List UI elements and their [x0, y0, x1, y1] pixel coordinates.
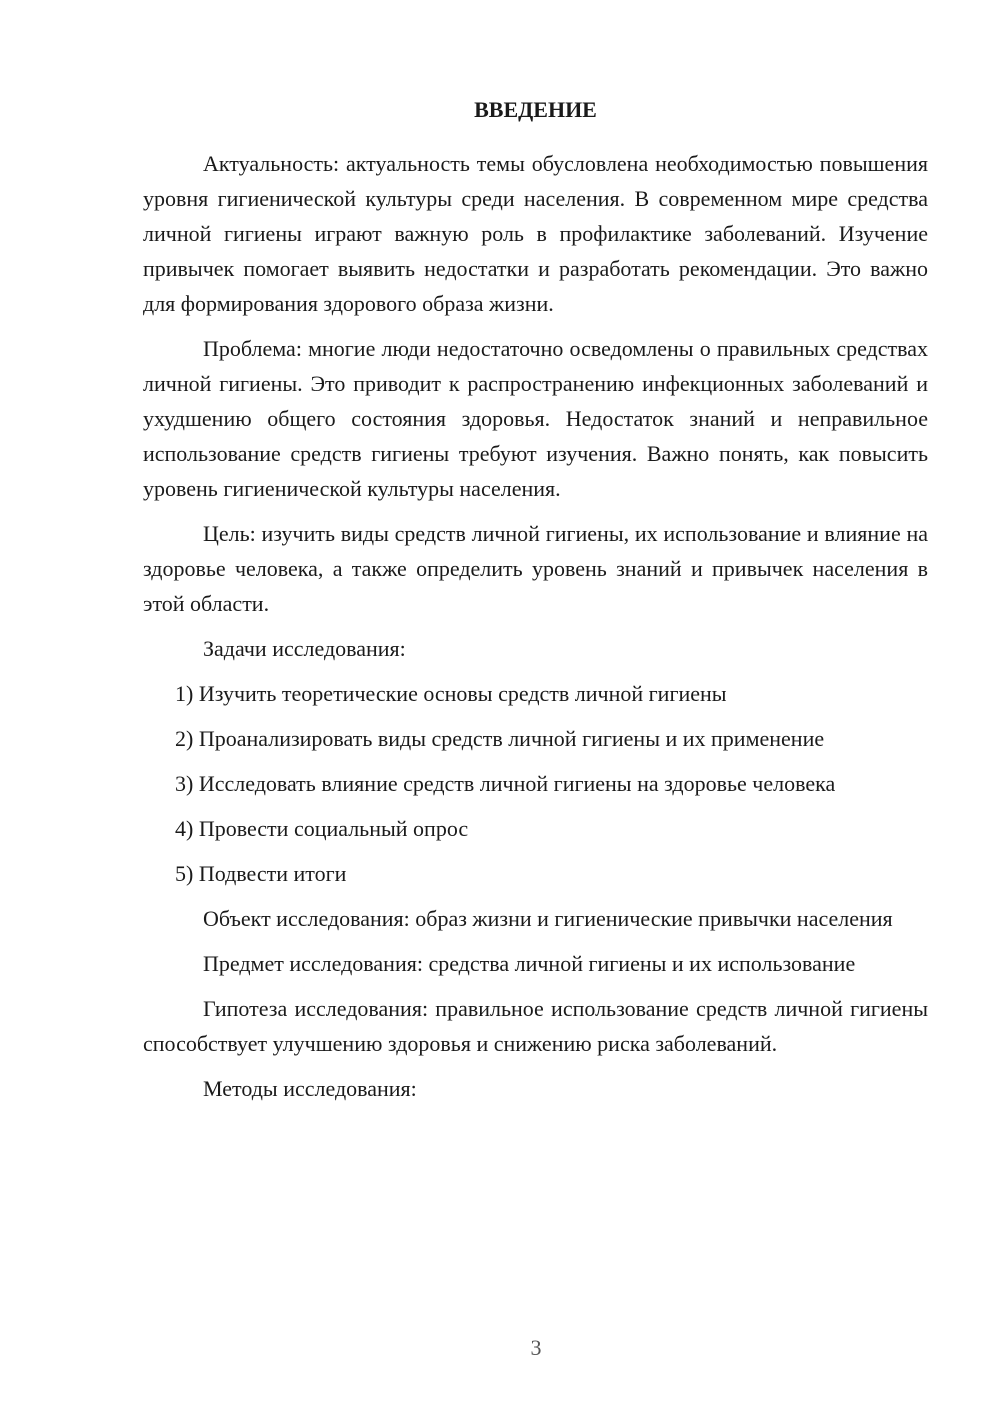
paragraph-problem: Проблема: многие люди недостаточно осведомлены о правильных средствах личной гигиены. Это приводит к распространению инфекционных заболеваний и ухудшению общего состояния здоровья. Недостаток знаний и неправильное использование средств гигиены требуют изучения. Важно понять, как повысить уровень гигиенической культуры населения. [143, 336, 928, 501]
methods-heading: Методы исследования: [203, 1076, 417, 1101]
paragraph-goal: Цель: изучить виды средств личной гигиены, их использование и влияние на здоровье человека, а также определить уровень знаний и привычек населения в этой области. [143, 521, 928, 616]
page-content [143, 92, 928, 1116]
list-item: 1) Изучить теоретические основы средств личной гигиены [175, 681, 727, 706]
paragraph-subject: Предмет исследования: средства личной гигиены и их использование [203, 951, 856, 976]
tasks-list [143, 676, 928, 891]
paragraph-hypothesis: Гипотеза исследования: правильное использование средств личной гигиены способствует улучшению здоровья и снижению риска заболеваний. [143, 996, 928, 1056]
page-title: ВВЕДЕНИЕ [474, 97, 597, 122]
tasks-heading: Задачи исследования: [203, 636, 406, 661]
paragraph-object: Объект исследования: образ жизни и гигиенические привычки населения [203, 906, 893, 931]
list-item: 2) Проанализировать виды средств личной гигиены и их применение [175, 726, 825, 751]
list-item: 5) Подвести итоги [175, 861, 347, 886]
page-number: 3 [530, 1335, 542, 1360]
list-item: 3) Исследовать влияние средств личной гигиены на здоровье человека [175, 771, 836, 796]
list-item: 4) Провести социальный опрос [175, 816, 469, 841]
paragraph-relevance: Актуальность: актуальность темы обусловлена необходимостью повышения уровня гигиенической культуры среди населения. В современном мире средства личной гигиены играют важную роль в профилактике заболеваний. Изучение привычек помогает выявить недостатки и разработать рекомендации. Это важно для формирования здорового образа жизни. [143, 151, 928, 316]
